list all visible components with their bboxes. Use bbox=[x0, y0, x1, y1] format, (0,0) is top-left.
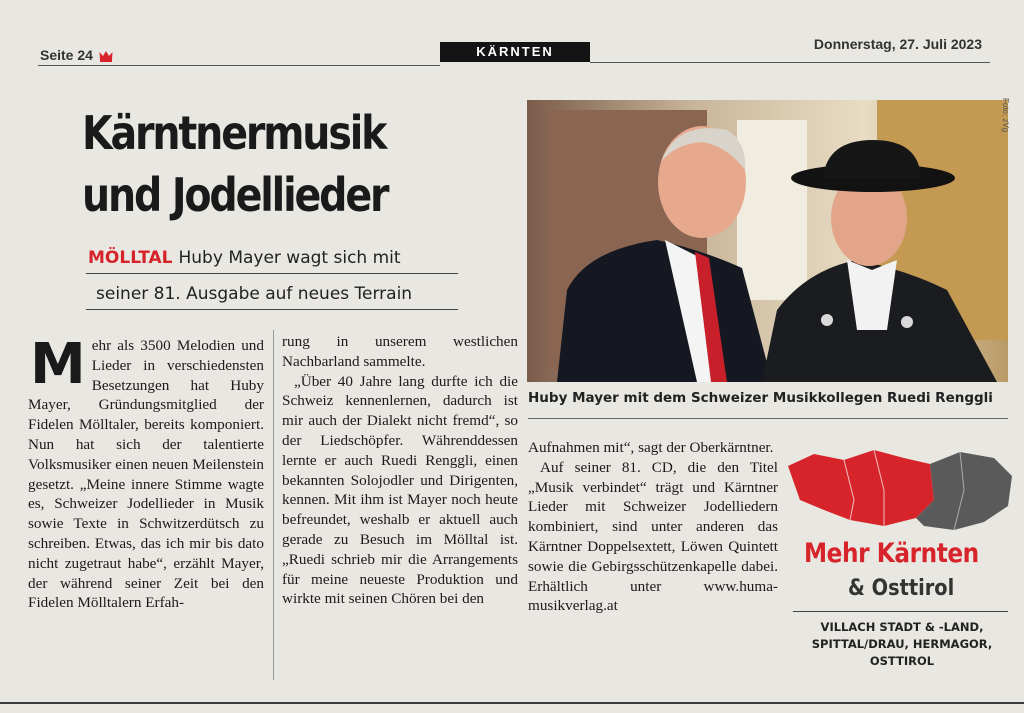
bottom-rule bbox=[0, 702, 1024, 704]
body-column-1 bbox=[28, 332, 264, 613]
article-subhead: seiner 81. Ausgabe auf neues Terrain bbox=[96, 284, 413, 304]
region-line: SPITTAL/DRAU, HERMAGOR, bbox=[811, 637, 993, 651]
promo-rule bbox=[793, 611, 1008, 612]
body-paragraph: ehr als 3500 Melodien und Lieder in verschiedensten Besetzungen hat Huby Mayer, Gründungsmitglied der Fidelen Mölltaler, bereits komponiert. Nun hat sich der talentierte Volksmusiker einen neuen Meilenstein gesetzt. „Meine innere Stimme wagte es, Schweizer Jodellieder in Musik sowie Texte in Schwitzerdütsch zu schreiben. Etwas, das ich mir bis dato nicht zugetraut habe“, erzählt Mayer, der während seiner Zeit bei den Fidelen Mölltalern Erfah- bbox=[28, 337, 264, 612]
kicker-location-tag: MÖLLTAL bbox=[88, 248, 173, 268]
region-list bbox=[790, 619, 1014, 670]
promo-subtitle: & Osttirol bbox=[848, 576, 955, 601]
subhead-rule bbox=[86, 309, 458, 310]
article-photo bbox=[527, 100, 1008, 382]
column-divider bbox=[273, 330, 274, 680]
headline-line-2: und Jodellieder bbox=[82, 168, 388, 222]
kicker-text: Huby Mayer wagt sich mit bbox=[178, 248, 401, 268]
body-column-2 bbox=[282, 332, 518, 609]
headline-line-1: Kärntnermusik bbox=[82, 106, 386, 160]
kicker-rule bbox=[86, 273, 458, 274]
article-headline bbox=[82, 102, 443, 226]
region-line: VILLACH STADT & -LAND, bbox=[820, 620, 984, 634]
body-paragraph: „Über 40 Jahre lang durfte ich die Schweiz kennenlernen, dadurch ist mir auch der Dialekt nicht fremd“, so der Liedschöpfer. Währenddessen lernte er auch Ruedi Renggli, einen bekannten Solojodler und Dirigenten, kennen. Mit ihm ist Mayer noch heute befreundet, weshalb er aktuell auch gerade zu Besuch im Mölltal ist. „Ruedi schrieb mir die Arrangements für meine neueste Produktion und wirkte mit seinen Chören bei den bbox=[282, 372, 518, 608]
header-rule-right bbox=[590, 62, 990, 63]
promo-title: Mehr Kärnten bbox=[804, 538, 979, 569]
issue-date: Donnerstag, 27. Juli 2023 bbox=[813, 36, 982, 52]
photo-caption: Huby Mayer mit dem Schweizer Musikkollegen Ruedi Renggli bbox=[528, 390, 993, 406]
body-paragraph: Auf seiner 81. CD, die den Titel „Musik verbindet“ trägt und Kärntner Lieder mit Schweizer Jodelliedern kombiniert, sind unter anderen das Kärntner Doppelsextett, Löwen Quintett sowie die Gebirgsschützenkapelle dabei. Erhältlich unter www.huma-musikverlag.at bbox=[528, 458, 778, 615]
body-paragraph: Aufnahmen mit“, sagt der Oberkärntner. bbox=[528, 439, 774, 456]
photo-credit: Foto: zVg bbox=[1001, 98, 1010, 133]
drop-cap: M bbox=[30, 332, 86, 397]
body-paragraph: rung in unserem westlichen Nachbarland sammelte. bbox=[282, 333, 518, 370]
body-column-3 bbox=[528, 438, 778, 616]
section-label: KÄRNTEN bbox=[440, 42, 590, 62]
caption-rule bbox=[528, 418, 1008, 419]
page-number bbox=[40, 47, 113, 63]
region-map-icon bbox=[784, 440, 1014, 536]
crown-icon bbox=[99, 50, 113, 62]
page-number-text: Seite 24 bbox=[40, 47, 93, 63]
region-line: OSTTIROL bbox=[869, 654, 935, 668]
header-rule-left bbox=[38, 65, 440, 66]
article-kicker bbox=[88, 247, 401, 269]
